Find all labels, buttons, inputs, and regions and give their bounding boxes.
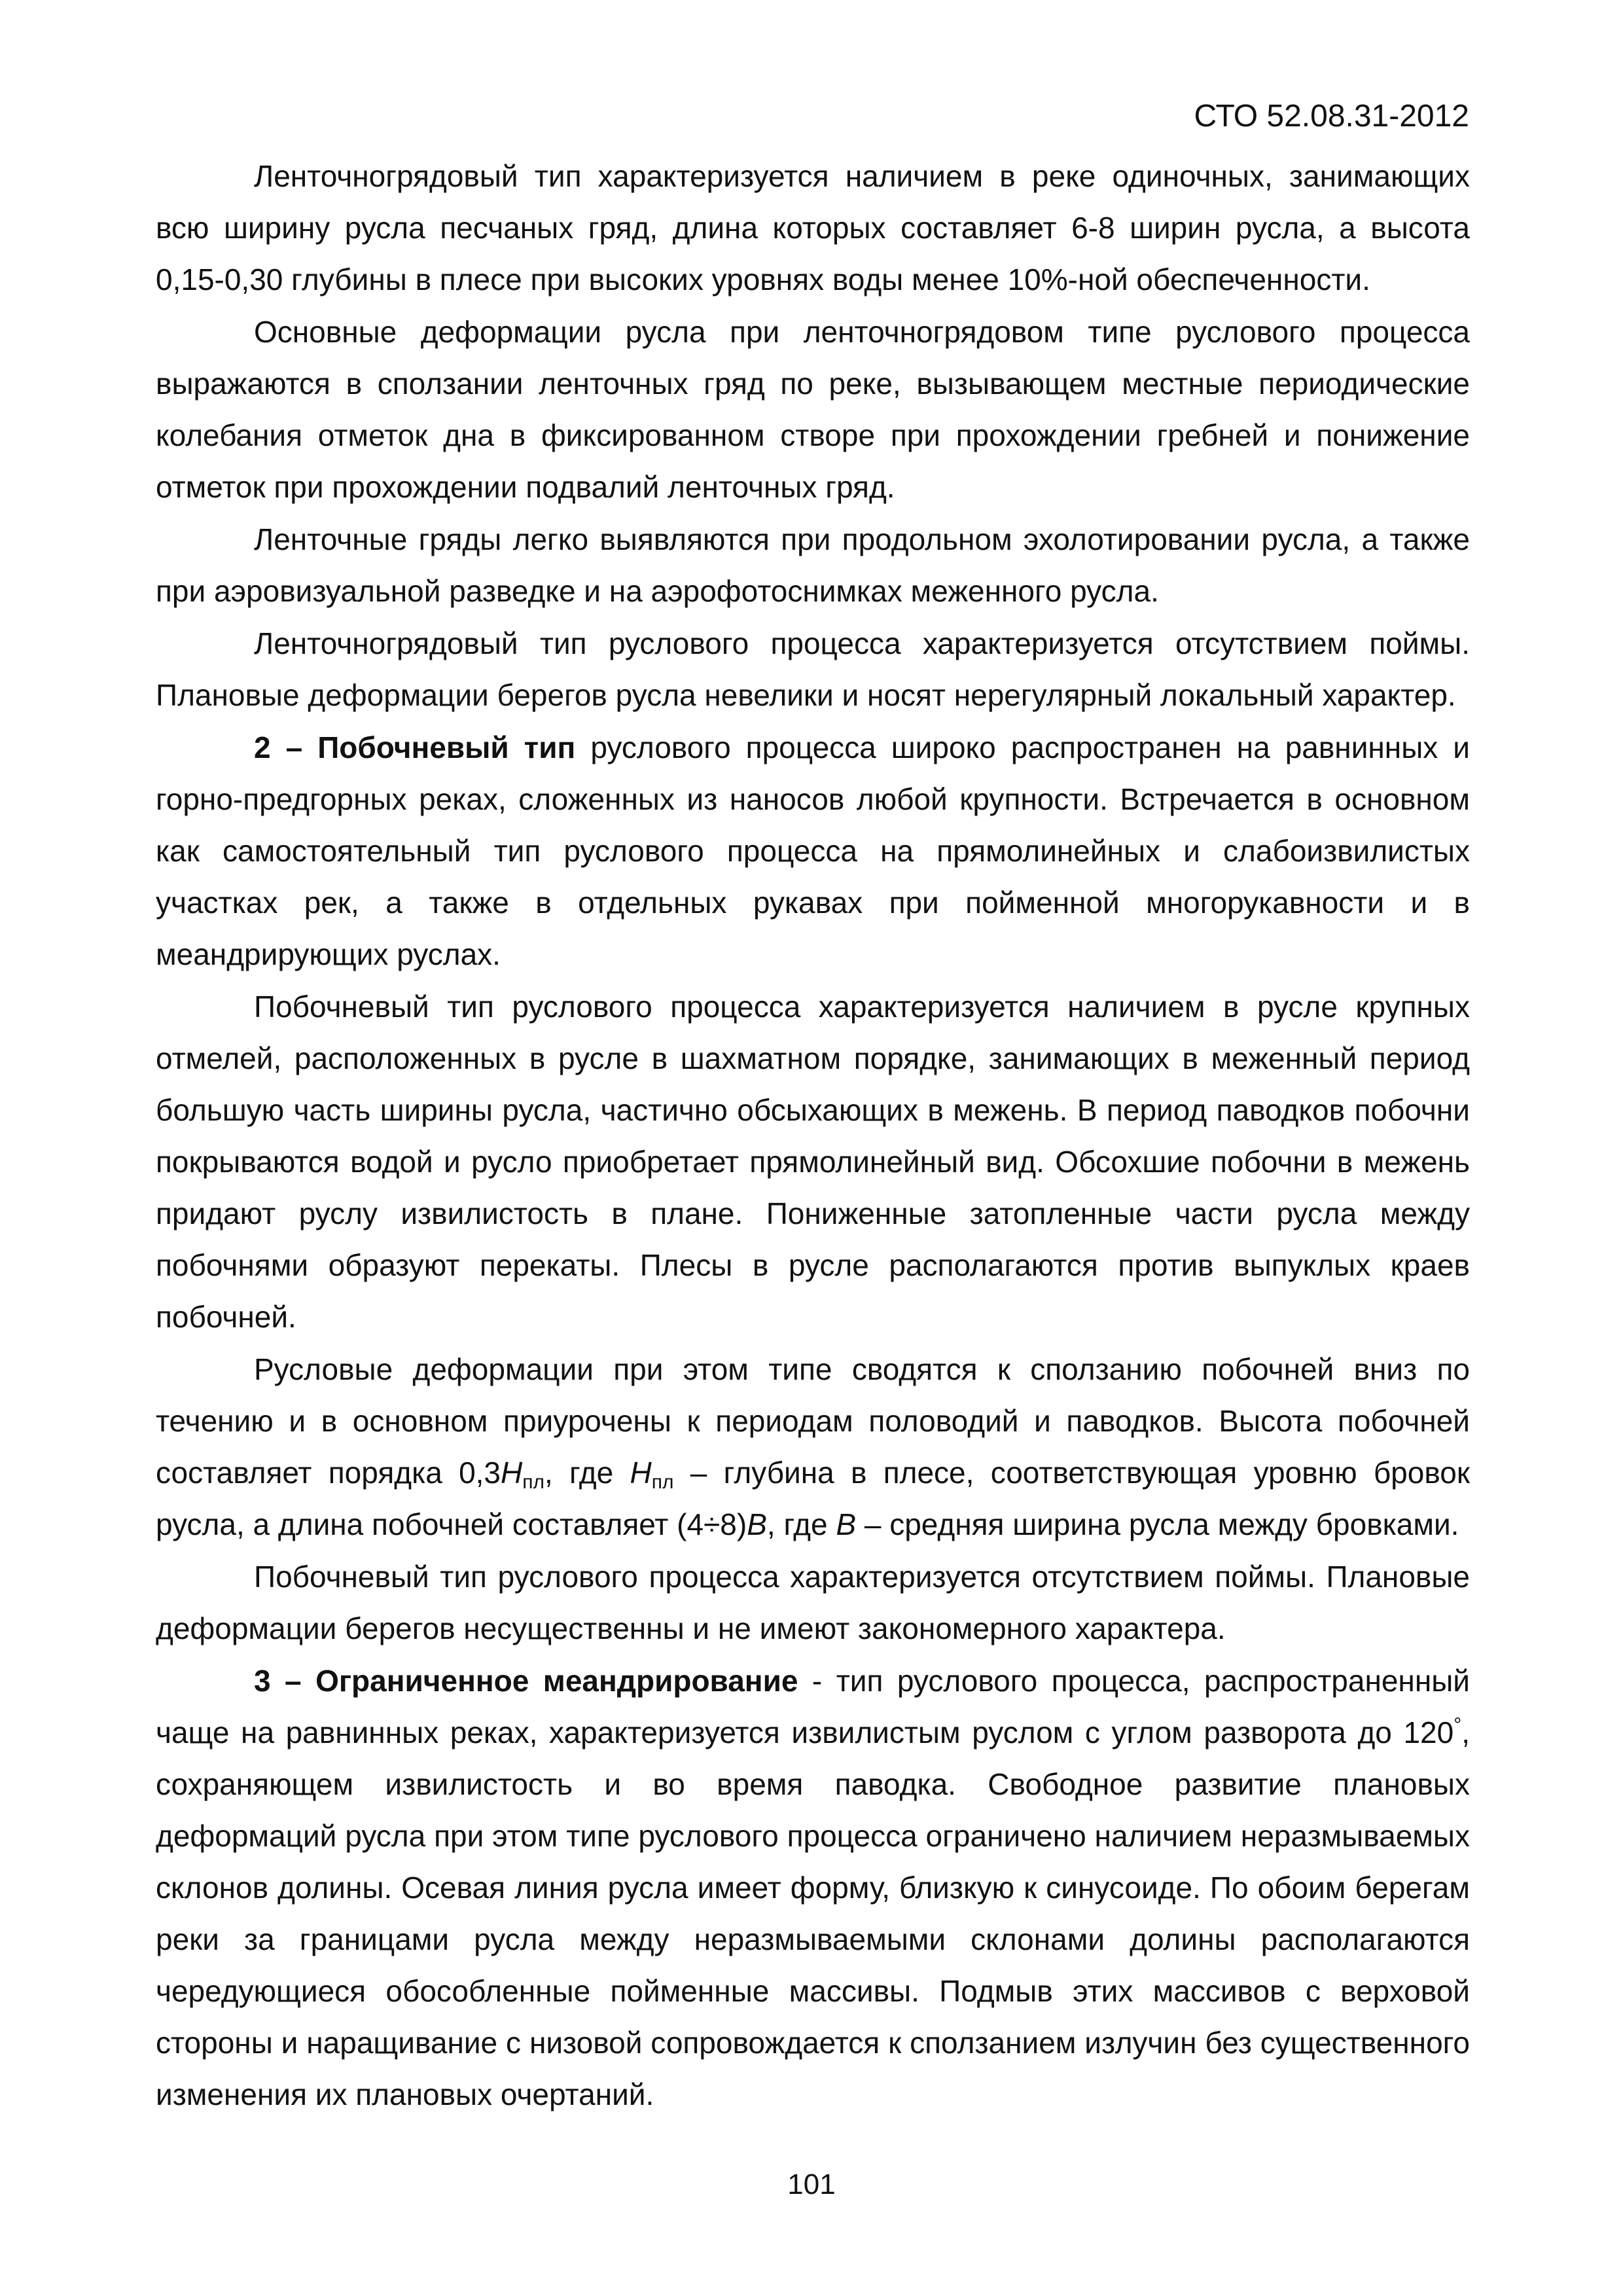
paragraph — [156, 1655, 1470, 2121]
paragraph: Побочневый тип руслового процесса характеризуется наличием в русле крупных отмелей, расположенных в русле в шахматном порядке, занимающих в меженный период большую часть ширины русла, частично обсыхающих в межень. В период паводков побочни покрываются водой и русло приобретает прямолинейный вид. Обсохшие побочни в межень придают руслу извилистость в плане. Пониженные затопленные части русла между побочнями образуют перекаты. Плесы в русле располагаются против выпуклых краев побочней. — [156, 990, 1470, 1334]
paragraph: Ленточногрядовый тип руслового процесса характеризуется отсутствием поймы. Плановые деформации берегов русла невелики и носят нерегулярный локальный характер. — [156, 626, 1470, 712]
paragraph: Основные деформации русла при ленточногрядовом типе руслового процесса выражаются в сползании ленточных гряд по реке, вызывающем местные периодические колебания отметок дна в фиксированном створе при прохождении гребней и понижение отметок при прохождении подвалий ленточных гряд. — [156, 315, 1470, 504]
formula-symbol: H — [501, 1456, 523, 1490]
formula-symbol: B — [747, 1507, 767, 1541]
paragraph-text: , сохраняющем извилистость и во время паводка. Свободное развитие плановых деформаций русла при этом типе руслового процесса ограничено наличием неразмываемых склонов долины. Осевая линия русла имеет форму, близкую к синусоиде. По обоим берегам реки за границами русла между неразмываемыми склонами долины располагаются чередующиеся обособленные пойменные массивы. Подмыв этих массивов с верховой стороны и наращивание с низовой сопровождается к сползанием излучин без существенного изменения их плановых очертаний. — [156, 1715, 1470, 2111]
paragraph-text: , где — [544, 1456, 630, 1490]
formula-subscript: пл — [651, 1471, 674, 1493]
formula-symbol: H — [630, 1456, 652, 1490]
paragraph-text: руслового процесса широко распространен на равнинных и горно-предгорных реках, сложенных из наносов любой крупности. Встречается в основном как самостоятельный тип руслового процесса на прямолинейных и слабоизвилистых участках рек, а также в отдельных рукавах при пойменной многорукавности и в меандрирующих руслах. — [156, 730, 1470, 971]
formula-symbol: B — [836, 1507, 857, 1541]
section-heading-inline: 3 – Ограниченное меандрирование — [254, 1664, 798, 1698]
paragraph — [156, 722, 1470, 980]
paragraph-text: , где — [766, 1507, 836, 1541]
paragraph-text: Русловые деформации при этом типе сводятся к сползанию побочней вниз по течению и в основном приурочены к периодам половодий и паводков. Высота побочней составляет порядка 0,3 — [156, 1352, 1470, 1490]
paragraph-text: – глубина в плесе, соответствующая уровню бровок русла, а длина побочней составляет (4÷8) — [156, 1456, 1470, 1541]
paragraph-text: - тип руслового процесса, распространенный чаще на равнинных реках, характеризуется извилистым руслом с углом разворота до 120 — [156, 1664, 1470, 1749]
formula-subscript: пл — [522, 1471, 544, 1493]
paragraph: Побочневый тип руслового процесса характеризуется отсутствием поймы. Плановые деформации берегов несущественны и не имеют закономерного характера. — [156, 1560, 1470, 1645]
paragraph — [156, 1344, 1470, 1551]
section-heading-inline: 2 – Побочневый тип — [254, 730, 576, 764]
paragraph: Ленточногрядовый тип характеризуется наличием в реке одиночных, занимающих всю ширину русла песчаных гряд, длина которых составляет 6-8 ширин русла, а высота 0,15-0,30 глубины в плесе при высоких уровнях воды менее 10%-ной обеспеченности. — [156, 159, 1470, 296]
degree-mark: ° — [1454, 1714, 1462, 1736]
body-text — [156, 151, 1470, 2121]
document-code: СТО 52.08.31-2012 — [1194, 99, 1469, 134]
paragraph: Ленточные гряды легко выявляются при продольном эхолотировании русла, а также при аэровизуальной разведке и на аэрофотоснимках меженного русла. — [156, 522, 1470, 608]
page-number: 101 — [787, 2168, 836, 2200]
paragraph-text: – средняя ширина русла между бровками. — [856, 1507, 1459, 1541]
